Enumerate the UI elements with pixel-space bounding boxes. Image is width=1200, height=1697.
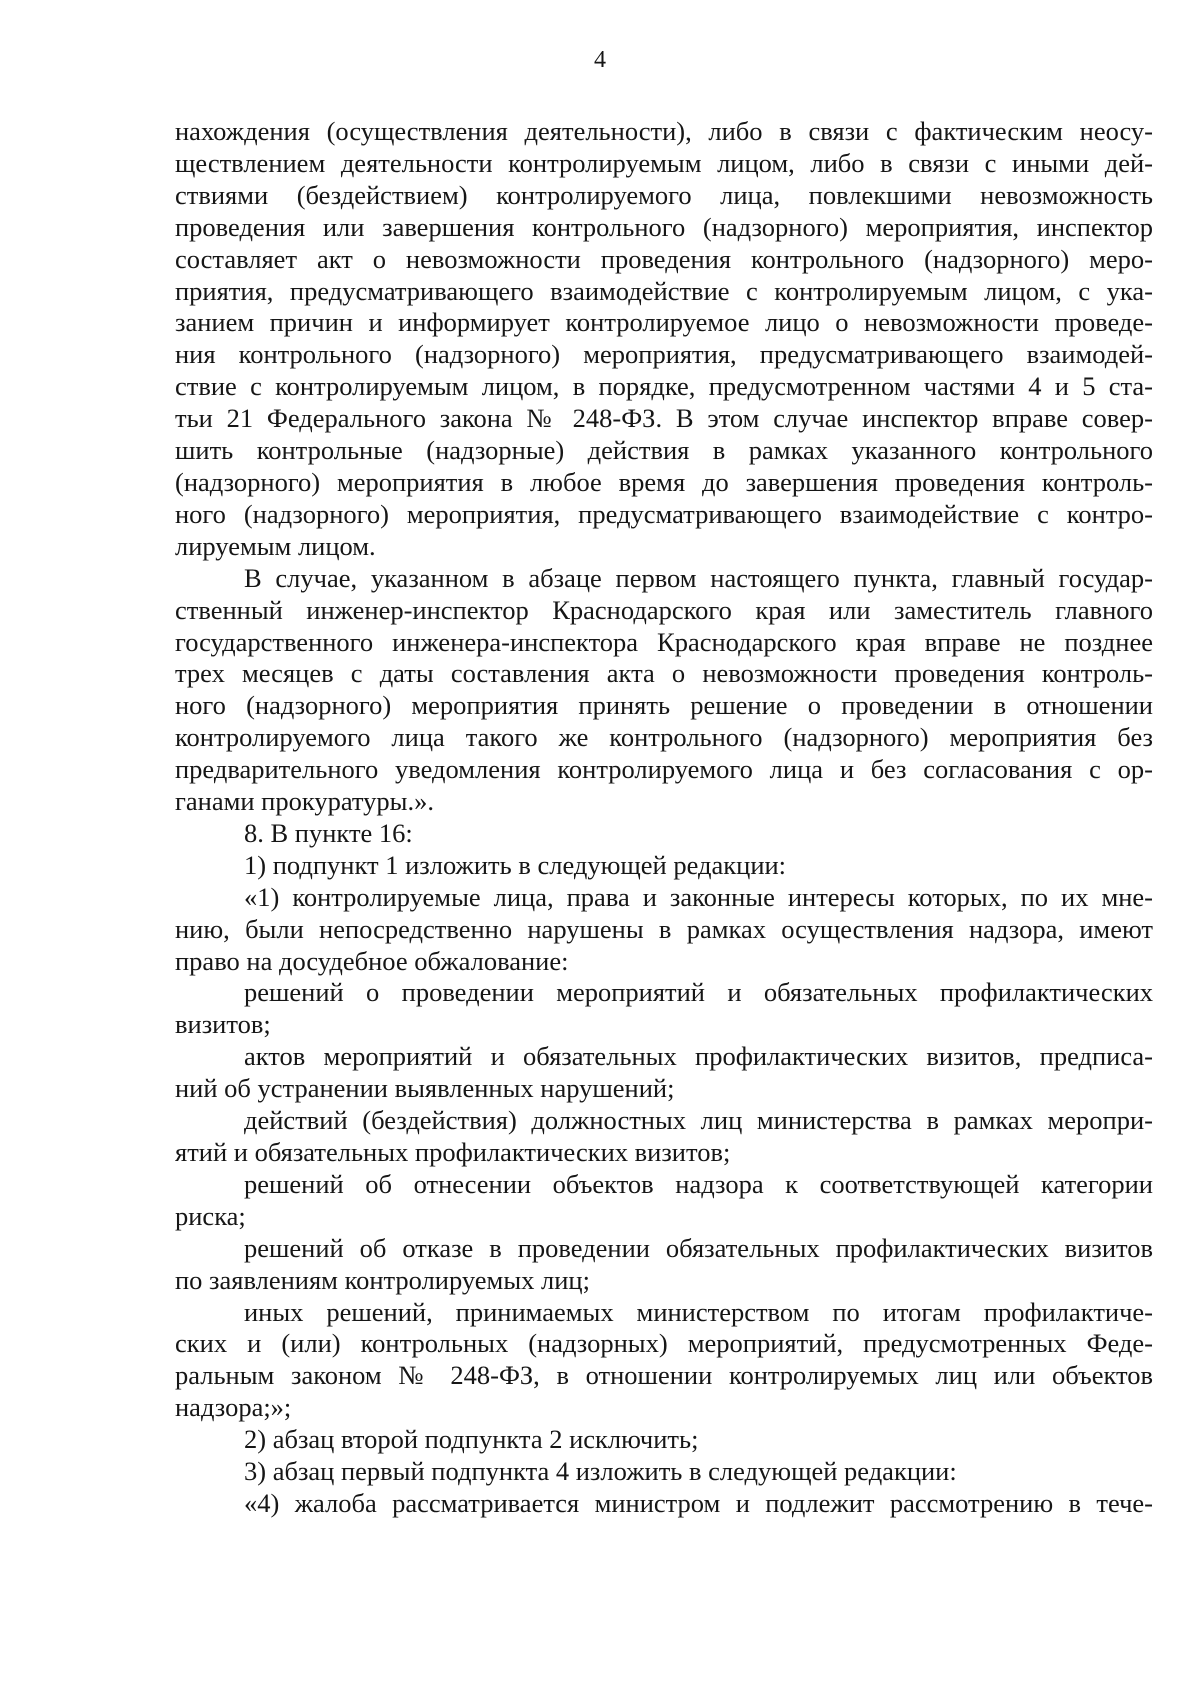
text-line: по заявлениям контролируемых лиц; (175, 1264, 590, 1295)
text-line: ного (надзорного) мероприятия, предусматривающего взаимодействие с контро- (175, 498, 1153, 529)
text-line: лируемым лицом. (175, 530, 376, 561)
text-line: контролируемого лица такого же контрольного (надзорного) мероприятия без (175, 722, 1153, 753)
text-line: ских и (или) контрольных (надзорных) мероприятий, предусмотренных Феде- (175, 1328, 1153, 1359)
text-line: ствие с контролируемым лицом, в порядке, предусмотренном частями 4 и 5 ста- (175, 371, 1153, 402)
text-line: надзора;»; (175, 1392, 292, 1423)
text-line: 3) абзац первый подпункта 4 изложить в следующей редакции: (244, 1456, 957, 1487)
text-line: ществлением деятельности контролируемым лицом, либо в связи с иными дей- (175, 147, 1153, 178)
text-line: составляет акт о невозможности проведения контрольного (надзорного) меро- (175, 243, 1153, 274)
text-line: трех месяцев с даты составления акта о невозможности проведения контроль- (175, 658, 1153, 689)
page-number: 4 (594, 47, 606, 73)
text-line: решений об отнесении объектов надзора к соответствующей категории (244, 1168, 1153, 1199)
text-line: 8. В пункте 16: (244, 817, 413, 848)
text-line: решений о проведении мероприятий и обязательных профилактических (244, 977, 1153, 1008)
text-line: ствиями (бездействием) контролируемого лица, повлекшими невозможность (175, 179, 1153, 210)
text-line: ного (надзорного) мероприятия принять решение о проведении в отношении (175, 690, 1153, 721)
text-line: решений об отказе в проведении обязательных профилактических визитов (244, 1232, 1153, 1263)
text-line: ятий и обязательных профилактических визитов; (175, 1137, 731, 1167)
text-line: иных решений, принимаемых министерством по итогам профилактиче- (244, 1296, 1153, 1327)
text-line: В случае, указанном в абзаце первом настоящего пункта, главный государ- (244, 562, 1153, 593)
text-line: 2) абзац второй подпункта 2 исключить; (244, 1424, 699, 1455)
text-line: право на досудебное обжалование: (175, 945, 569, 976)
text-line: проведения или завершения контрольного (надзорного) мероприятия, инспектор (175, 211, 1153, 242)
text-line: ния контрольного (надзорного) мероприятия, предусматривающего взаимодей- (175, 339, 1153, 370)
text-line: нахождения (осуществления деятельности), либо в связи с фактическим неосу- (175, 116, 1153, 146)
text-line: занием причин и информирует контролируемое лицо о невозможности проведе- (175, 307, 1153, 338)
document-body (175, 116, 1153, 1520)
text-line: «4) жалоба рассматривается министром и подлежит рассмотрению в тече- (244, 1487, 1153, 1518)
text-line: визитов; (175, 1009, 271, 1040)
text-line: 1) подпункт 1 изложить в следующей редакции: (244, 849, 787, 880)
text-line: ганами прокуратуры.». (175, 786, 434, 817)
text-line: тьи 21 Федерального закона № 248-ФЗ. В этом случае инспектор вправе совер- (175, 403, 1153, 434)
text-line: действий (бездействия) должностных лиц министерства в рамках меропри- (244, 1105, 1153, 1136)
text-line: шить контрольные (надзорные) действия в рамках указанного контрольного (175, 435, 1153, 466)
text-line: приятия, предусматривающего взаимодействие с контролируемым лицом, с ука- (175, 275, 1153, 306)
text-line: ральным законом № 248-ФЗ, в отношении контролируемых лиц или объектов (175, 1360, 1153, 1391)
text-line: ний об устранении выявленных нарушений; (175, 1073, 675, 1104)
text-line: нию, были непосредственно нарушены в рамках осуществления надзора, имеют (175, 913, 1153, 944)
text-line: предварительного уведомления контролируемого лица и без согласования с ор- (175, 754, 1153, 785)
text-line: ственный инженер-инспектор Краснодарского края или заместитель главного (175, 594, 1153, 625)
text-line: риска; (175, 1200, 246, 1231)
text-line: актов мероприятий и обязательных профилактических визитов, предписа- (244, 1041, 1153, 1072)
text-line: государственного инженера-инспектора Краснодарского края вправе не позднее (175, 626, 1153, 657)
text-line: (надзорного) мероприятия в любое время до завершения проведения контроль- (175, 466, 1153, 497)
text-line: «1) контролируемые лица, права и законные интересы которых, по их мне- (244, 881, 1153, 912)
